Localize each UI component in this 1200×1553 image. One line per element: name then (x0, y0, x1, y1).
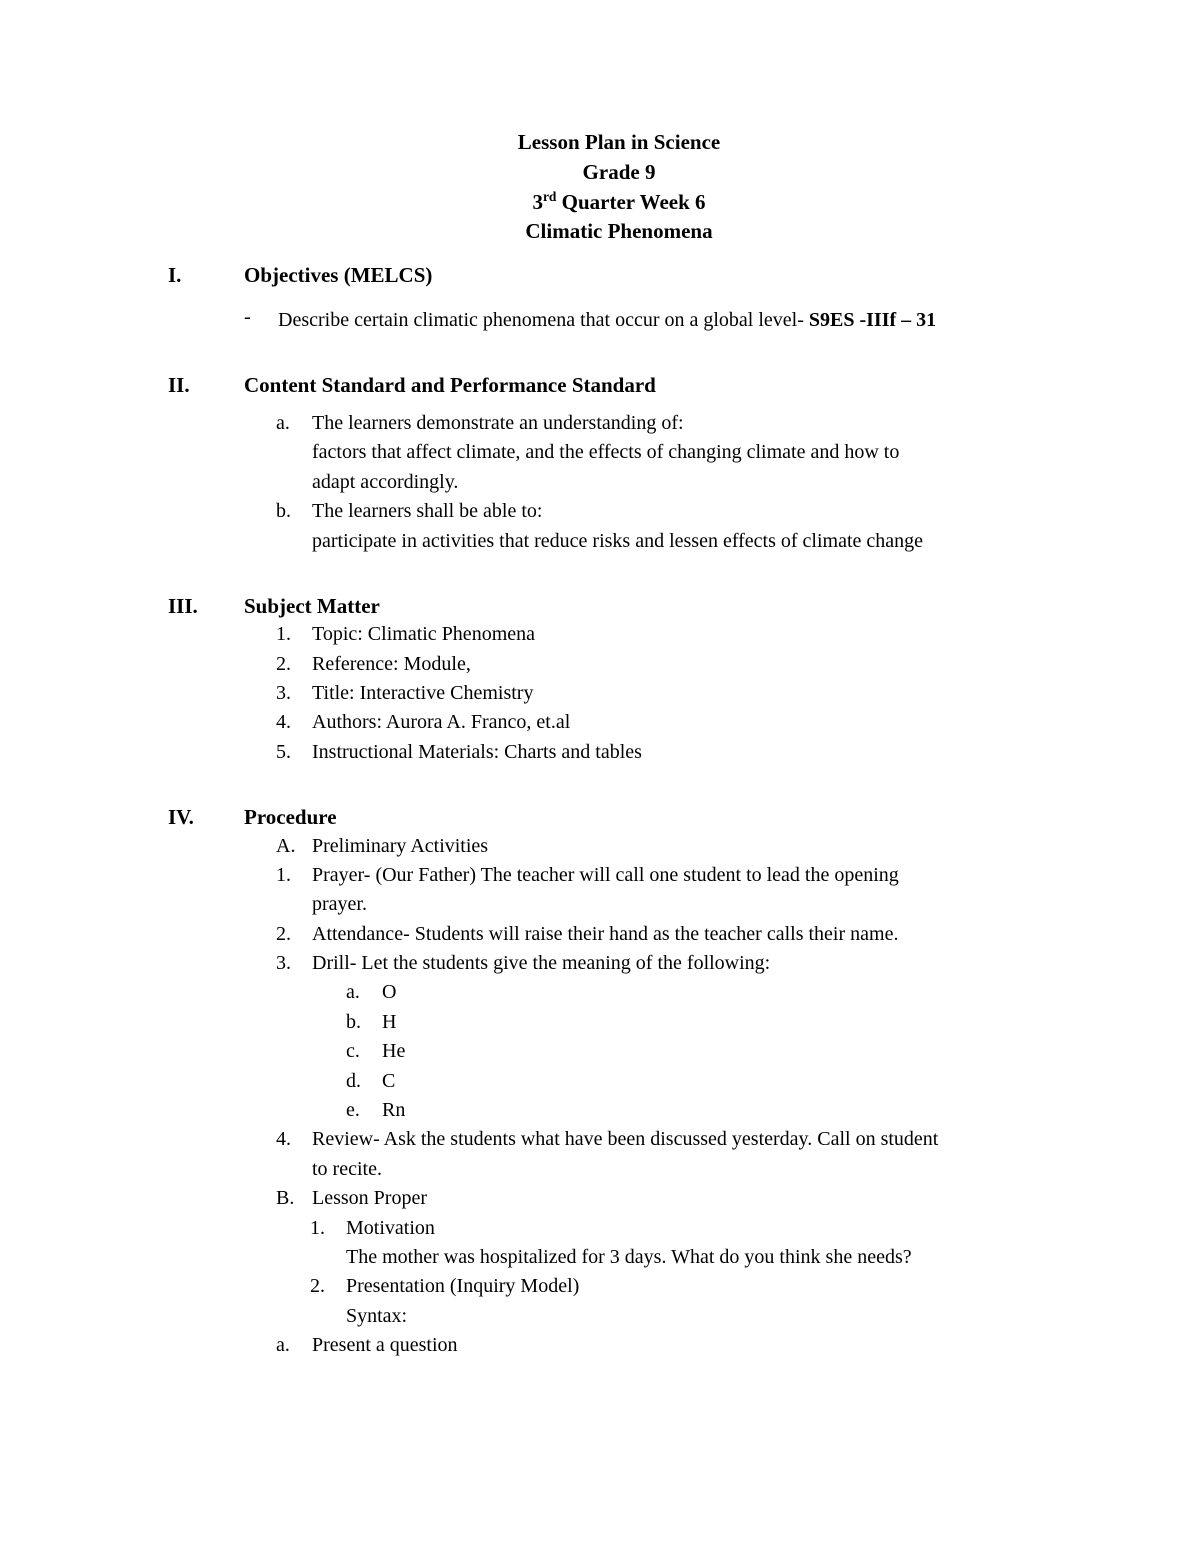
list-item (168, 832, 1070, 861)
list-item (168, 409, 1070, 497)
list-line: Review- Ask the students what have been discussed yesterday. Call on student (312, 1128, 939, 1151)
section-two-heading (168, 371, 1070, 399)
list-marker: 3. (276, 682, 291, 705)
objective-code: S9ES -IIIf – 31 (808, 308, 937, 331)
list-item (168, 1214, 1070, 1273)
objective-text: Describe certain climatic phenomena that occur on a global level- (278, 308, 809, 331)
list-item (168, 679, 1070, 708)
list-marker: 1. (276, 623, 291, 646)
objective-bullet-marker: - (244, 305, 251, 328)
list-marker: a. (276, 411, 290, 434)
list-marker: 4. (276, 1128, 291, 1151)
list-content: O (382, 981, 397, 1004)
list-marker: 1. (276, 863, 291, 886)
list-content: He (382, 1040, 406, 1063)
section-three-numeral: III. (168, 593, 198, 618)
quarter-rest: Quarter Week 6 (556, 189, 706, 214)
list-content (346, 1272, 1070, 1331)
list-item (168, 708, 1070, 737)
list-line: The mother was hospitalized for 3 days. What do you think she needs? (346, 1246, 912, 1268)
list-marker: B. (276, 1187, 295, 1210)
section-one-heading (168, 261, 1070, 289)
section-four-title: Procedure (244, 805, 337, 830)
title-line-1: Lesson Plan in Science (517, 130, 721, 154)
list-marker: c. (346, 1040, 360, 1063)
section-two-title: Content Standard and Performance Standard (244, 372, 656, 397)
list-item (168, 1125, 1070, 1184)
section-four-numeral: IV. (168, 805, 194, 830)
list-line: factors that affect climate, and the effects of changing climate and how to (312, 441, 900, 464)
list-content: Rn (382, 1099, 406, 1122)
list-marker: A. (276, 834, 296, 857)
list-content (312, 861, 1070, 920)
list-item (168, 1184, 1070, 1213)
list-marker: a. (346, 981, 360, 1004)
list-item (168, 1096, 1070, 1125)
list-marker: a. (276, 1334, 290, 1357)
title-line-grade: Grade 9 (582, 159, 656, 184)
title-line-quarter (168, 188, 1070, 218)
list-marker: 4. (276, 711, 291, 734)
list-content (312, 1125, 1070, 1184)
list-content: Preliminary Activities (312, 834, 489, 857)
list-marker: b. (346, 1010, 361, 1033)
section-three-title: Subject Matter (244, 593, 380, 618)
list-content: Title: Interactive Chemistry (312, 682, 534, 705)
list-line: Presentation (Inquiry Model) (346, 1275, 580, 1298)
list-line: Prayer- (Our Father) The teacher will call one student to lead the opening (312, 863, 899, 886)
quarter-ordinal-number: 3 (532, 189, 543, 214)
list-item (168, 861, 1070, 920)
list-content: C (382, 1069, 396, 1092)
list-item (168, 1272, 1070, 1331)
list-item (168, 738, 1070, 767)
list-item (168, 978, 1070, 1007)
section-three-heading (168, 592, 1070, 620)
list-line: to recite. (312, 1157, 382, 1180)
objective-bullet (168, 306, 1070, 335)
quarter-ordinal-suffix: rd (542, 188, 557, 204)
list-item (168, 650, 1070, 679)
list-content: Present a question (312, 1334, 458, 1357)
list-marker: 3. (276, 952, 291, 975)
list-line: The learners shall be able to: (312, 500, 543, 523)
list-line: adapt accordingly. (312, 470, 459, 493)
list-line: Syntax: (346, 1304, 408, 1327)
list-item (168, 1008, 1070, 1037)
list-item (168, 1331, 1070, 1360)
list-marker: 2. (276, 652, 291, 675)
document-title-block (168, 128, 1070, 247)
list-content: Topic: Climatic Phenomena (312, 623, 535, 646)
list-marker: b. (276, 500, 291, 523)
list-item (168, 1037, 1070, 1066)
list-item (168, 497, 1070, 556)
list-content: Lesson Proper (312, 1187, 427, 1210)
list-line: The learners demonstrate an understanding of: (312, 411, 684, 434)
list-content: Attendance- Students will raise their hand as the teacher calls their name. (312, 922, 899, 945)
section-one-numeral: I. (168, 263, 182, 288)
list-content: Drill- Let the students give the meaning of the following: (312, 952, 771, 975)
list-content: Authors: Aurora A. Franco, et.al (312, 711, 571, 734)
list-line: prayer. (312, 893, 367, 916)
objective-bullet-text (278, 306, 936, 335)
list-content (312, 497, 1070, 556)
list-content: Reference: Module, (312, 652, 471, 675)
list-item (168, 620, 1070, 649)
list-marker: 2. (276, 922, 291, 945)
list-item (168, 1067, 1070, 1096)
list-content (346, 1214, 1070, 1273)
list-item (168, 920, 1070, 949)
list-content: H (382, 1010, 397, 1033)
list-item (168, 949, 1070, 978)
list-content (312, 409, 1070, 497)
list-marker: e. (346, 1099, 360, 1122)
list-marker: 5. (276, 740, 291, 763)
list-marker: 2. (310, 1275, 325, 1298)
list-line: Motivation (346, 1216, 435, 1239)
title-line-topic: Climatic Phenomena (525, 219, 713, 244)
list-marker: d. (346, 1069, 361, 1092)
list-content: Instructional Materials: Charts and tables (312, 740, 642, 763)
section-one-title: Objectives (MELCS) (244, 263, 433, 288)
list-marker: 1. (310, 1216, 325, 1239)
section-two-numeral: II. (168, 372, 190, 397)
list-line: participate in activities that reduce risks and lessen effects of climate change (312, 529, 924, 552)
section-four-heading (168, 803, 1070, 831)
